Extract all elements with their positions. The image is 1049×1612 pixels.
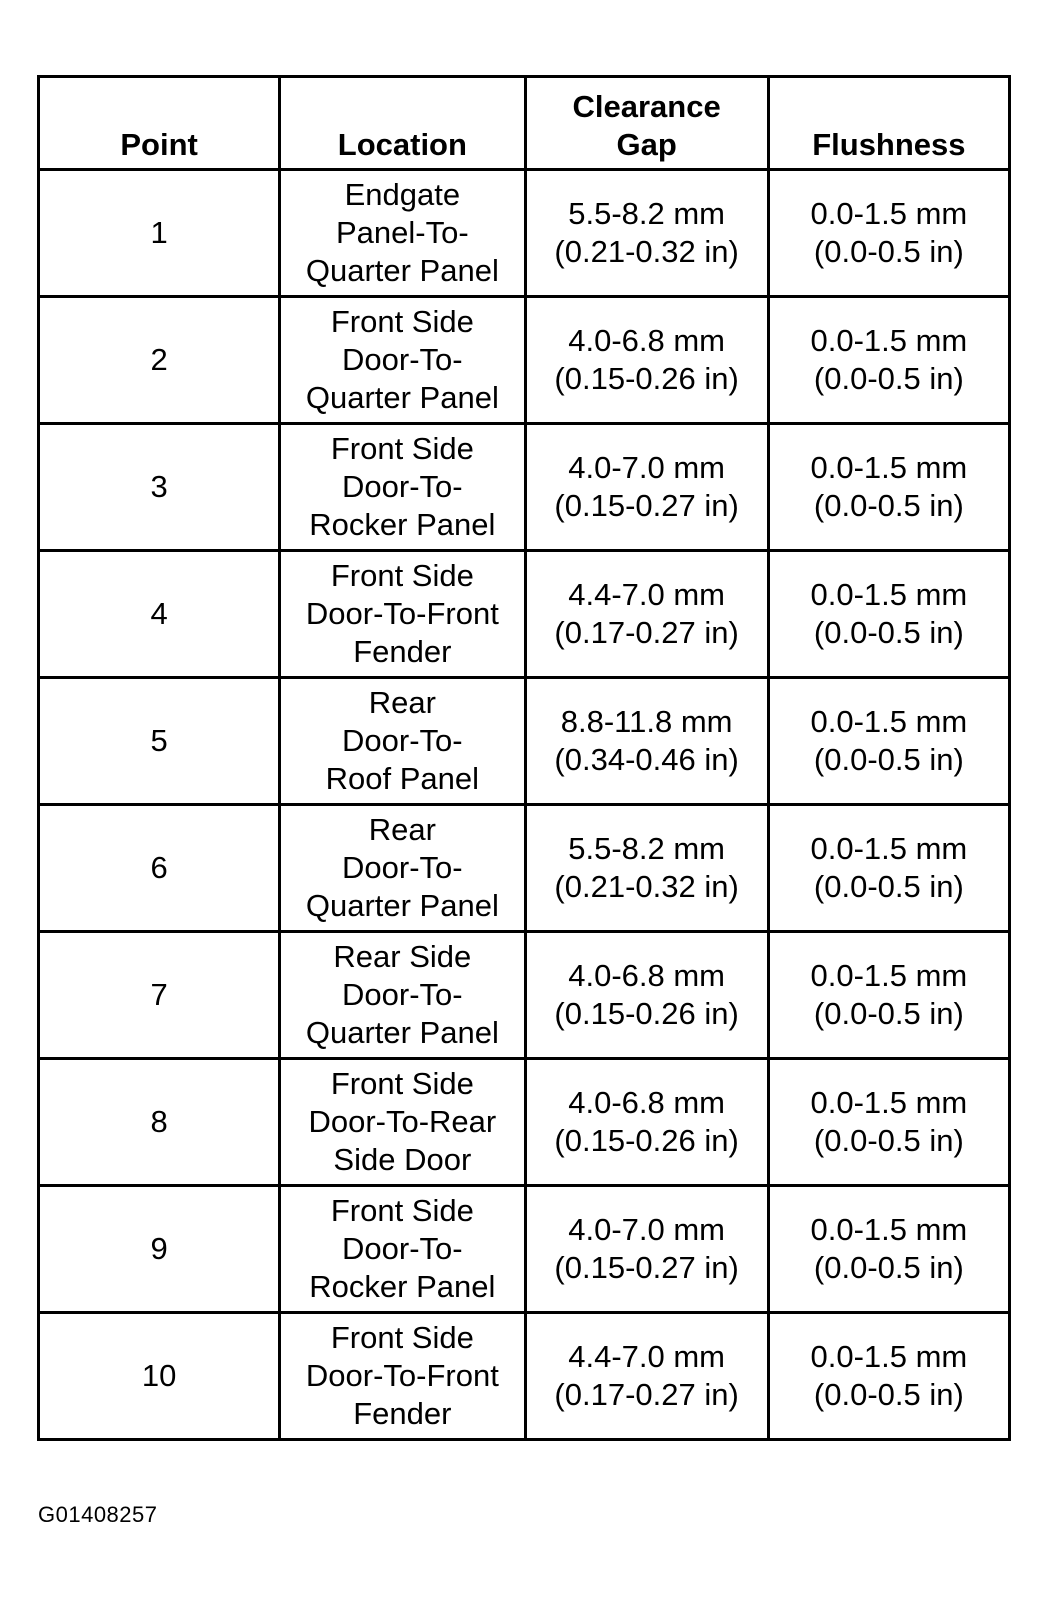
clearance-gap-cell bbox=[525, 1313, 768, 1440]
clearance-gap-value: (0.15-0.27 in) bbox=[554, 488, 739, 523]
location-cell bbox=[280, 551, 525, 678]
location-cell bbox=[280, 297, 525, 424]
clearance-gap-value: 4.0-7.0 mm bbox=[568, 450, 726, 485]
header-location bbox=[280, 77, 525, 170]
table-row bbox=[39, 551, 1010, 678]
point-cell bbox=[39, 1313, 280, 1440]
flushness-cell bbox=[768, 1186, 1009, 1313]
location-line: Quarter Panel bbox=[305, 253, 499, 288]
point-number: 6 bbox=[150, 850, 168, 885]
clearance-gap-value: (0.34-0.46 in) bbox=[554, 742, 739, 777]
clearance-gap-value: 4.0-6.8 mm bbox=[568, 323, 726, 358]
flushness-cell bbox=[768, 170, 1009, 297]
location-line: Door-To- bbox=[342, 723, 463, 758]
location-line: Front Side bbox=[330, 1193, 474, 1228]
flushness-cell bbox=[768, 932, 1009, 1059]
clearance-gap-cell bbox=[525, 297, 768, 424]
flushness-value: 0.0-1.5 mm bbox=[810, 704, 968, 739]
point-cell bbox=[39, 678, 280, 805]
location-line: Door-To-Front bbox=[305, 596, 499, 631]
table-row bbox=[39, 424, 1010, 551]
location-line: Rear bbox=[368, 685, 436, 720]
location-line: Fender bbox=[353, 634, 452, 669]
location-line: Rocker Panel bbox=[309, 1269, 496, 1304]
flushness-value: 0.0-1.5 mm bbox=[810, 1212, 968, 1247]
location-line: Rear Side bbox=[333, 939, 472, 974]
flushness-value: 0.0-1.5 mm bbox=[810, 196, 968, 231]
header-clearance-gap bbox=[525, 77, 768, 170]
table-row bbox=[39, 678, 1010, 805]
flushness-cell bbox=[768, 297, 1009, 424]
clearance-gap-cell bbox=[525, 170, 768, 297]
flushness-value: (0.0-0.5 in) bbox=[813, 996, 964, 1031]
header-gap-label-line2: Gap bbox=[616, 127, 677, 162]
clearance-gap-cell bbox=[525, 805, 768, 932]
clearance-gap-value: 4.4-7.0 mm bbox=[568, 577, 726, 612]
flushness-value: 0.0-1.5 mm bbox=[810, 1085, 968, 1120]
point-number: 1 bbox=[150, 215, 168, 250]
point-number: 8 bbox=[150, 1104, 168, 1139]
flushness-value: (0.0-0.5 in) bbox=[813, 869, 964, 904]
location-line: Quarter Panel bbox=[305, 380, 499, 415]
point-cell bbox=[39, 1059, 280, 1186]
point-number: 2 bbox=[150, 342, 168, 377]
clearance-gap-value: 4.0-6.8 mm bbox=[568, 1085, 726, 1120]
location-cell bbox=[280, 1313, 525, 1440]
flushness-value: 0.0-1.5 mm bbox=[810, 831, 968, 866]
clearance-gap-value: 4.0-6.8 mm bbox=[568, 958, 726, 993]
location-cell bbox=[280, 424, 525, 551]
table-row bbox=[39, 805, 1010, 932]
location-line: Front Side bbox=[330, 558, 474, 593]
flushness-value: 0.0-1.5 mm bbox=[810, 323, 968, 358]
clearance-gap-value: 5.5-8.2 mm bbox=[568, 196, 726, 231]
location-cell bbox=[280, 170, 525, 297]
flushness-value: (0.0-0.5 in) bbox=[813, 361, 964, 396]
point-cell bbox=[39, 805, 280, 932]
clearance-gap-value: 5.5-8.2 mm bbox=[568, 831, 726, 866]
location-line: Door-To- bbox=[342, 977, 463, 1012]
flushness-value: 0.0-1.5 mm bbox=[810, 1339, 968, 1374]
flushness-value: (0.0-0.5 in) bbox=[813, 1250, 964, 1285]
header-location-label: Location bbox=[337, 127, 467, 162]
clearance-gap-cell bbox=[525, 1186, 768, 1313]
location-line: Roof Panel bbox=[325, 761, 480, 796]
location-line: Door-To- bbox=[342, 1231, 463, 1266]
flushness-cell bbox=[768, 805, 1009, 932]
clearance-gap-value: (0.17-0.27 in) bbox=[554, 1377, 739, 1412]
flushness-cell bbox=[768, 678, 1009, 805]
clearance-gap-cell bbox=[525, 551, 768, 678]
header-flushness-label: Flushness bbox=[812, 127, 966, 162]
point-number: 4 bbox=[150, 596, 168, 631]
header-gap-label-line1: Clearance bbox=[572, 89, 721, 124]
clearance-gap-value: (0.15-0.26 in) bbox=[554, 361, 739, 396]
location-cell bbox=[280, 1186, 525, 1313]
clearance-gap-cell bbox=[525, 932, 768, 1059]
point-cell bbox=[39, 297, 280, 424]
flushness-cell bbox=[768, 551, 1009, 678]
flushness-value: 0.0-1.5 mm bbox=[810, 577, 968, 612]
clearance-gap-value: (0.15-0.26 in) bbox=[554, 1123, 739, 1158]
clearance-gap-cell bbox=[525, 424, 768, 551]
flushness-cell bbox=[768, 424, 1009, 551]
location-line: Door-To- bbox=[342, 469, 463, 504]
table-row bbox=[39, 297, 1010, 424]
location-line: Panel-To- bbox=[336, 215, 469, 250]
clearance-gap-cell bbox=[525, 1059, 768, 1186]
clearance-gap-value: 8.8-11.8 mm bbox=[560, 704, 733, 739]
location-line: Front Side bbox=[330, 1066, 474, 1101]
point-cell bbox=[39, 424, 280, 551]
location-line: Front Side bbox=[330, 431, 474, 466]
point-cell bbox=[39, 932, 280, 1059]
location-line: Endgate bbox=[344, 177, 461, 212]
table-row bbox=[39, 932, 1010, 1059]
location-line: Rear bbox=[368, 812, 436, 847]
location-line: Quarter Panel bbox=[305, 888, 499, 923]
table-row bbox=[39, 170, 1010, 297]
location-line: Door-To-Rear bbox=[308, 1104, 497, 1139]
clearance-gap-value: 4.0-7.0 mm bbox=[568, 1212, 726, 1247]
flushness-value: (0.0-0.5 in) bbox=[813, 234, 964, 269]
location-cell bbox=[280, 805, 525, 932]
header-flushness bbox=[768, 77, 1009, 170]
clearance-gap-value: (0.21-0.32 in) bbox=[554, 869, 739, 904]
table-row bbox=[39, 1313, 1010, 1440]
flushness-value: (0.0-0.5 in) bbox=[813, 488, 964, 523]
clearance-gap-value: (0.21-0.32 in) bbox=[554, 234, 739, 269]
location-cell bbox=[280, 1059, 525, 1186]
clearance-gap-value: (0.15-0.27 in) bbox=[554, 1250, 739, 1285]
point-cell bbox=[39, 1186, 280, 1313]
location-line: Front Side bbox=[330, 304, 474, 339]
clearance-gap-value: 4.4-7.0 mm bbox=[568, 1339, 726, 1374]
header-point bbox=[39, 77, 280, 170]
point-cell bbox=[39, 551, 280, 678]
location-cell bbox=[280, 678, 525, 805]
clearance-gap-value: (0.15-0.26 in) bbox=[554, 996, 739, 1031]
point-number: 7 bbox=[150, 977, 168, 1012]
point-number: 10 bbox=[141, 1358, 177, 1393]
flushness-value: (0.0-0.5 in) bbox=[813, 615, 964, 650]
flushness-value: 0.0-1.5 mm bbox=[810, 958, 968, 993]
clearance-gap-value: (0.17-0.27 in) bbox=[554, 615, 739, 650]
figure-id: G01408257 bbox=[38, 1502, 158, 1527]
flushness-cell bbox=[768, 1059, 1009, 1186]
header-row bbox=[39, 77, 1010, 170]
flushness-value: (0.0-0.5 in) bbox=[813, 1377, 964, 1412]
flushness-value: (0.0-0.5 in) bbox=[813, 742, 964, 777]
table-row bbox=[39, 1059, 1010, 1186]
point-number: 9 bbox=[150, 1231, 168, 1266]
flushness-value: 0.0-1.5 mm bbox=[810, 450, 968, 485]
flushness-cell bbox=[768, 1313, 1009, 1440]
location-line: Door-To-Front bbox=[305, 1358, 499, 1393]
location-line: Front Side bbox=[330, 1320, 474, 1355]
location-line: Side Door bbox=[333, 1142, 472, 1177]
header-point-label: Point bbox=[120, 127, 198, 162]
point-number: 3 bbox=[150, 469, 168, 504]
location-line: Quarter Panel bbox=[305, 1015, 499, 1050]
point-cell bbox=[39, 170, 280, 297]
location-cell bbox=[280, 932, 525, 1059]
location-line: Door-To- bbox=[342, 850, 463, 885]
table-body bbox=[39, 170, 1010, 1440]
location-line: Door-To- bbox=[342, 342, 463, 377]
point-number: 5 bbox=[150, 723, 168, 758]
location-line: Rocker Panel bbox=[309, 507, 496, 542]
flushness-value: (0.0-0.5 in) bbox=[813, 1123, 964, 1158]
clearance-spec-table bbox=[37, 75, 1011, 1441]
location-line: Fender bbox=[353, 1396, 452, 1431]
table-row bbox=[39, 1186, 1010, 1313]
clearance-gap-cell bbox=[525, 678, 768, 805]
